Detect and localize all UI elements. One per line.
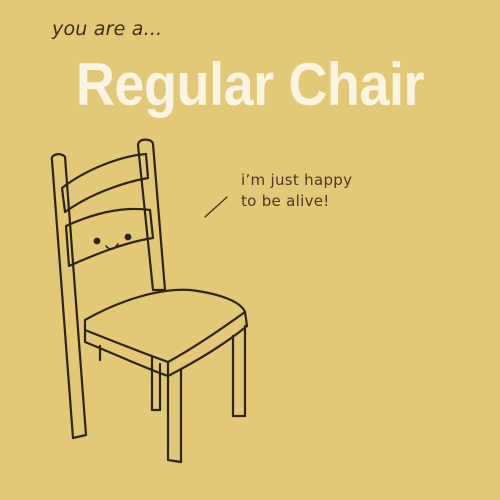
front-left-leg	[168, 370, 181, 462]
right-eye	[125, 234, 130, 239]
intro-text: you are a...	[52, 18, 163, 40]
left-back-post	[52, 154, 86, 438]
back-right-leg	[152, 358, 160, 410]
middle-slat	[66, 209, 153, 266]
seat-front-right	[168, 312, 247, 376]
chair-face	[94, 234, 130, 249]
front-right-leg	[233, 326, 245, 416]
chair-illustration	[40, 130, 270, 480]
top-slat	[62, 154, 148, 212]
result-title: Regular Chair	[75, 51, 425, 118]
speech-line-2: to be alive!	[241, 192, 330, 210]
seat-front-left	[85, 330, 168, 376]
left-eye	[94, 238, 99, 243]
speech-line-1: i’m just happy	[241, 171, 353, 189]
